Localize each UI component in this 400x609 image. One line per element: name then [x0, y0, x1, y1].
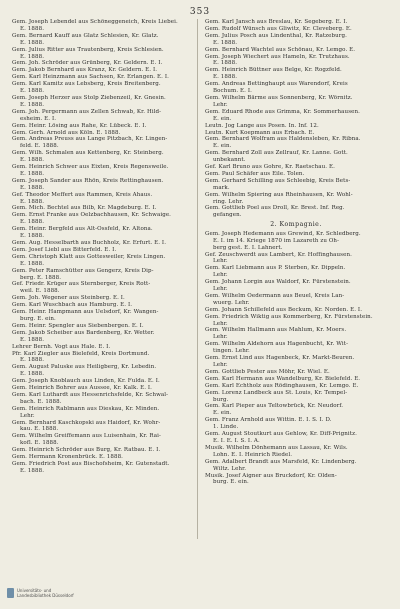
entry-line: Gem. Joh. Wegener aus Steinberg. E. I. [12, 295, 125, 302]
entry-line: Gem. Julius Posch aus Lindenthal, Kr. Ratzeburg. [205, 32, 347, 39]
entry-line: Musik. Wilhelm Dönhemann aus Lassau, Kr. Wils. [205, 444, 348, 451]
entry-line: E. 1888. [20, 371, 45, 378]
entry-line: Gem. Mich. Bechtel aus Bilb, Kr. Magdeburg. E. I. [12, 205, 157, 212]
entry-line: kau. E. 1888. [20, 426, 59, 433]
entry-line: E. ein. [213, 143, 232, 150]
entry-line: Gem. Joseph Herzer aus Stolp Ziebenzeil, Kr. Gnesin. [12, 94, 166, 101]
entry-line: Gem. Christoph Klatt aus Gottesweiler, Kreis Lingen. [12, 253, 166, 260]
entry-line: Gem. Karl Kamitz aus Lebsberg, Kreis Breitenberg. [12, 81, 161, 88]
entry-line: Gem. Johann Lorgin aus Waldorf, Kr. Fürstenstein. [205, 279, 351, 286]
entry-line: Lehr. [213, 258, 228, 265]
entry-line: burg. [213, 396, 229, 403]
entry-line: Gem. Jakob Bernhard aus Kranz, Kr. Geldern. E. I. [12, 67, 158, 74]
entry-line: Gem. Friedrich Wiktig aus Kommerberg, Kr. Fürstenstein. [205, 313, 373, 320]
entry-line: Gef. Friedr. Krüger aus Sternberger, Kreis Rott- [12, 281, 151, 288]
library-stamp-text [17, 588, 74, 598]
entry-line: Lohn. E. I. Heinrich Riedel. [213, 451, 293, 458]
library-stamp [7, 588, 74, 598]
entry-line: Gem. Friedrich Post aus Bischofsheim, Kr. Gutenstadt. [12, 461, 170, 467]
entry-line: Gef. Karl Bruno aus Gohre, Kr. Raetschau. E. [205, 164, 335, 171]
entry-line: Leutn. Kurt Koepmann aus Erbach. E. [205, 129, 315, 136]
entry-line: Gem. Andreas Preuss aus Lange Pitzbach, Kr. Lingen- [12, 136, 168, 143]
entry-line: wuerg. Lehr. [213, 299, 250, 306]
entry-line: Gem. Hermann Kronenbrück. E. 1888. [12, 454, 124, 461]
entry-line: Gem. Franz Arnhold aus Wittin. E. I. S. I. D. [205, 417, 332, 424]
entry-line: berg. E. 1888. [20, 274, 62, 281]
entry-line: Lehr. [213, 272, 228, 279]
entry-line: Gem. Karl Liebmann aus P. Sterben, Kr. Dippeln. [205, 265, 346, 272]
entry-line: Leutn. Jog Lange aus Posen. In. Inf. 12. [205, 122, 319, 129]
entry-line: Gem. Gottlieb Pester aus Möhr, Kr. Wiel. E. [205, 368, 330, 375]
entry-line: Gem. Wilhelm Bärme aus Sonnenberg, Kr. Wörnitz. [205, 94, 353, 101]
entry-line: E. 1888. [20, 219, 45, 226]
entry-line: Lehr. [213, 320, 228, 327]
entry-line: Lehr. [213, 334, 228, 341]
entry-line: Gem. Gerh. Arnold aus Köln. E. 1888. [12, 129, 121, 136]
entry-line: Gem. Aug. Hesselbarth aus Buchholz, Kr. Erfurt. E. I. [12, 240, 167, 246]
entry-line: Gem. Bernhard Wolfram aus Haldensleben, Kr. Ribna. [205, 136, 361, 143]
entry-line: Gem. Karl Heinzmann aus Sachsen, Kr. Erlangen. E. I. [12, 74, 169, 81]
entry-line: Gem. Wilhelm Greiffemann aus Luisenhain, Kr. Rai- [12, 433, 161, 440]
entry-line: Gem. Gerhard Schilling aus Schleebig, Kreis Bets- [205, 177, 351, 184]
entry-line: E. 1888. [20, 39, 45, 46]
entry-line: E. 1888. [20, 357, 45, 364]
entry-line: E. I. im 14. Kriege 1870 im Lazareth zu Oh- [213, 237, 340, 244]
entry-line: Gem. Heinrich Rablmann aus Dieskau, Kr. Minden. [12, 405, 160, 412]
entry-line: E. 1888. [20, 198, 45, 205]
entry-line: gefangen. [213, 212, 242, 219]
entry-line: Gem. Heinrich Schwer aus Eixten, Kreis Regensweile. [12, 164, 169, 171]
entry-line: unbekannt. [213, 157, 246, 164]
entry-line: E. 1888. [213, 60, 238, 67]
entry-line: ring. Lehr. [213, 198, 244, 205]
entry-line: Gef. Zeuschwerdt aus Lambert, Kr. Hoffinghausen. [205, 251, 352, 258]
entry-line: Pfr. Karl Ziegler aus Bielefeld, Kreis Dortmund. [12, 350, 150, 357]
entry-line: burg. E. ein. [213, 479, 249, 486]
entry-line: Gem. Andreas Bettinghaupt aus Warendorf, Kreis [205, 81, 348, 88]
entry-line: Lehrer Bernh. Vogt aus Hale. E. I. [12, 343, 111, 350]
entry-line: Gem. Heinrich Bohrer aus Aussee, Kr. Kalk. E. I. [12, 385, 153, 392]
left-column [12, 19, 194, 567]
entry-line: Gem. Heinrich Schröder aus Burg, Kr. Ratbau. E. I. [12, 447, 161, 454]
entry-line: mark. [213, 184, 230, 191]
entry-line: E. 1888. [213, 74, 238, 81]
entry-line: kofl. E. 1888. [20, 440, 59, 447]
right-column-company-entries [205, 231, 387, 487]
library-stamp-line: Landesbibliothek Düsseldorf [17, 593, 74, 598]
entry-line: E. 1888. [20, 88, 45, 95]
entry-line: E. 1888. [20, 260, 45, 267]
entry-line: Gem. Karl Luthardt aus Hessenrichsfelde, Kr. Schwal- [12, 391, 169, 398]
entry-line: Gem. Peter Ramschütter aus Gengerz, Kreis Dip- [12, 267, 154, 274]
entry-line: Lehr. [213, 286, 228, 293]
entry-line: Gem. Bernhard Wachtel aus Schönau, Kr. Lemgo. E. [205, 46, 356, 53]
entry-line: Gem. Joseph Wiechert aus Hameln, Kr. Trutzhaus. [205, 53, 350, 60]
entry-line: berg gest. E. I. Lahnert. [213, 244, 283, 251]
entry-line: Gem. Heinr. Lösing aus Rahe, Kr. Lübeck. E. I. [12, 122, 147, 129]
entry-line: Gem. Gottlieb Poel aus Droll, Kr. Brest. Inf. Reg. [205, 205, 345, 212]
entry-line: Lehr. [213, 101, 228, 108]
entry-line: Gem. Bernard Kauff aus Glatz Schlesien, Kr. Glatz. [12, 32, 159, 39]
entry-line: Gem. Joseph Sander aus Rhön, Kreis Rettinghausen. [12, 177, 164, 184]
entry-line: Lehr. [20, 412, 35, 419]
entry-line: Gem. Johann Schillefeld aus Beckum, Kr. Norden. E. I. [205, 306, 363, 313]
entry-line: bach. E. 1888. [20, 398, 62, 405]
entry-line: tingen. Lehr. [213, 348, 250, 355]
entry-line: Gem. Bernhard Kaschkopski aus Haidorf, Kr. Wohr- [12, 419, 161, 426]
entry-line: Gem. Heinr. Hampmann aus Uelsdorf, Kr. Wangen- [12, 309, 159, 316]
entry-line: Gem. Joseph Hedemann aus Grewind, Kr. Schledberg. [205, 230, 361, 237]
entry-line: Gem. Eduard Rhode aus Grimma, Kr. Sommerhausen. [205, 108, 360, 115]
entry-line: burg. E. ein. [20, 315, 56, 322]
entry-line: E. I. E. I. S. I. A. [213, 437, 260, 444]
entry-line: E. 1888. [20, 184, 45, 191]
entry-line: E. 1888. [20, 25, 45, 32]
entry-line: Gem. Josef Liebl aus Bitterfeld. E. I. [12, 246, 117, 253]
entry-line: Gem. Wilhelm Aldehorn aus Hagenbucht, Kr. Wit- [205, 341, 349, 348]
entry-line: E. 1888. [20, 170, 45, 177]
entry-line: Gem. Rudolf Wünsch aus Gliwitz, Kr. Cleveberg. E. [205, 25, 352, 32]
right-column [205, 19, 387, 567]
entry-line: Gem. Wilhelm Spiering aus Rheinhausen, Kr. Wohl- [205, 191, 353, 198]
entry-line: E. 1888. [20, 101, 45, 108]
entry-line: Gem. Karl Hermann aus Wandelburg, Kr. Bielefeld. E. [205, 375, 361, 382]
entry-line: Gem. Joseph Lebendel aus Schöneggeneich, Kreis Liebei. [12, 19, 178, 25]
entry-line: Gef. Theodor Meffert aus Rammen, Kreis Ahaus. [12, 191, 153, 198]
library-stamp-line: Universitäts- und [17, 588, 52, 593]
section-heading: 2. Kompagnie. [270, 221, 322, 229]
entry-line: Gem. Adalbert Brandt aus Marsfeld, Kr. Lindenberg. [205, 458, 357, 465]
page-number: 353 [189, 7, 211, 17]
entry-line: Gem. Heinrich Büttner aus Belge, Kr. Rogzfeld. [205, 67, 342, 74]
entry-line: Musik. Josef Aigner aus Bruckdorf, Kr. Olden- [205, 472, 337, 479]
entry-line: Gem. Heinr. Bergfeld aus Alt-Ossfeld, Kr. Altona. [12, 226, 153, 233]
right-column-entries [205, 19, 387, 219]
entry-line: E. ein. [213, 410, 232, 417]
entry-line: Gem. Ernst Franke aus Oelzbachhausen, Kr. Schwaige. [12, 212, 172, 219]
entry-line: esheim. E. I. [20, 115, 57, 122]
column-divider [197, 19, 198, 539]
entry-line: 1. Linde. [213, 424, 239, 431]
entry-line: Gem. Karl Wuschbach aus Hamburg. E. I. [12, 302, 133, 309]
entry-line: weil. E. 1888. [20, 288, 60, 295]
entry-line: feld. E. 1888. [20, 143, 59, 150]
entry-line: Gem. August Paluske aus Heiligberg, Kr. Lebedin. [12, 364, 157, 371]
entry-line: E. ein. [213, 115, 232, 122]
entry-line: Gem. Wilh. Schmalen aus Kettenberg, Kr. Steinberg. [12, 150, 164, 157]
entry-line: Gem. August Stoutkurt aus Gehlow, Kr. Diff-Prignitz. [205, 431, 357, 438]
entry-line: E. 1888. [20, 53, 45, 60]
entry-line: Gem. Bernhard Zoll aus Zellrauf, Kr. Lanne. Gott. [205, 150, 348, 157]
library-logo-icon [7, 588, 14, 598]
entry-line: Gem. Wilhelm Oedermann aus Beuel, Kreis Lan- [205, 292, 345, 299]
entry-line: Gem. Karl Pieper aus Teltowbrück, Kr. Neudorf. [205, 403, 344, 410]
entry-line: Gem. Lorenz Landbeck aus St. Louis, Kr. Tempel- [205, 389, 348, 396]
entry-line: Gem. Joseph Knoblauch aus Linden, Kr. Fulda. E. I. [12, 378, 160, 385]
entry-line: Gem. Karl Jansch aus Breslau, Kr. Segeberg. E. I. [205, 19, 348, 25]
entry-line: Gem. Joh. Schröder aus Grünberg, Kr. Geldern. E. I. [12, 60, 163, 67]
entry-line: E. 1888. [20, 336, 45, 343]
entry-line: Gem. Julius Ritter aus Trautenberg, Kreis Schlesien. [12, 46, 164, 53]
entry-line: Gem. Ernst Lind aus Hagenbeck, Kr. Markt-Beuren. [205, 355, 355, 362]
entry-line: Bochum. E. I. [213, 88, 252, 95]
entry-line: Gem. Joh. Pergermann aus Zellen Schwab, Kr. Hild- [12, 108, 162, 115]
entry-line: E. 1888. [20, 467, 45, 474]
entry-line: Gem. Heinr. Spengler aus Siebenbergen. E. I. [12, 322, 144, 329]
entry-line: Gem. Wilhelm Hallmann aus Mahlum, Kr. Moers. [205, 327, 347, 334]
entry-line: Gem. Karl Echtholz aus Rödinghausen, Kr. Lemgo. E. [205, 382, 359, 389]
entry-line: E. 1888. [213, 39, 238, 46]
entry-line: Lehr. [213, 362, 228, 368]
entry-line: Wiltz. Lehr. [213, 465, 247, 472]
entry-line: E. 1888. [20, 157, 45, 164]
entry-line: E. 1888. [20, 233, 45, 240]
entry-line: Gem. Jakob Scheiber aus Bardenberg, Kr. Wetter. [12, 329, 155, 336]
entry-line: Gem. Paul Schäfer aus Eile. Tolen. [205, 170, 305, 177]
